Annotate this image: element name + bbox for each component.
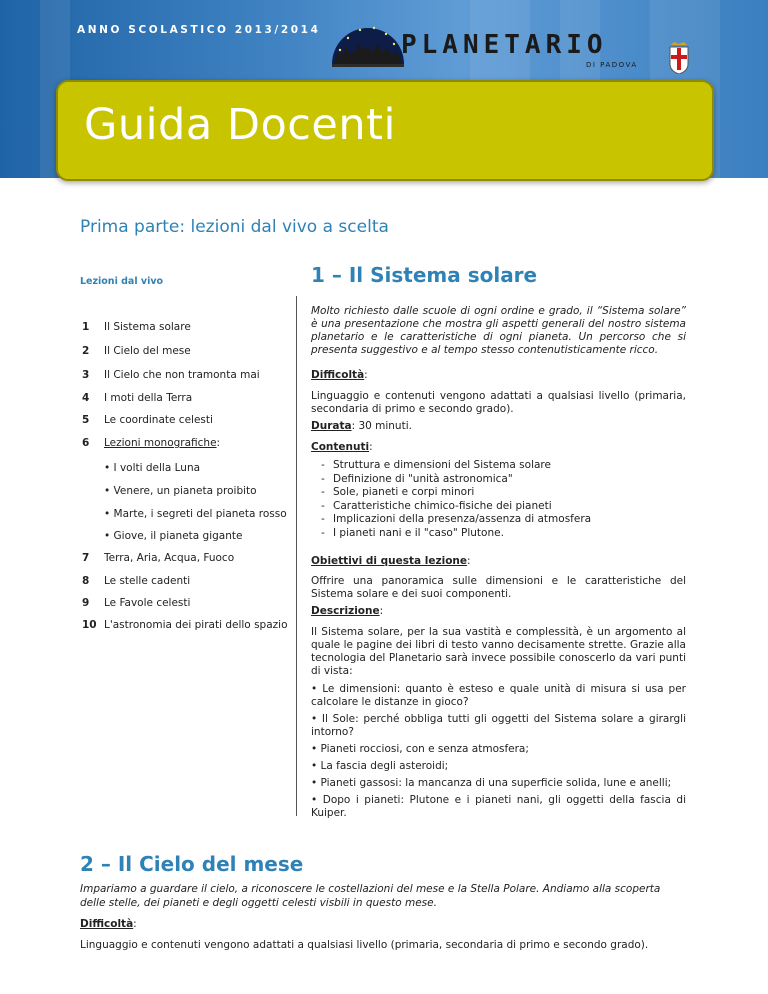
bullet-text: Dopo i pianeti: Plutone e i pianeti nani, gli oggetti della fascia di Kuiper. [311, 794, 686, 819]
duration-line [311, 420, 686, 433]
lesson-number: 8 [82, 575, 90, 587]
planetario-logo [328, 16, 658, 80]
duration-value: : 30 minuti. [351, 420, 412, 432]
section-2-title: 2 – Il Cielo del mese [80, 852, 304, 876]
objectives-label: Obiettivi di questa lezione [311, 555, 468, 567]
bullet-item: • Dopo i pianeti: Plutone e i pianeti nani, gli oggetti della fascia di Kuiper. [311, 794, 686, 819]
lesson-item [82, 597, 190, 609]
city-crest-icon [668, 42, 690, 74]
planetarium-dome-icon [328, 16, 408, 80]
contents-list-wrap [311, 459, 686, 540]
monographic-label: I volti della Luna [113, 462, 201, 474]
lesson-number: 7 [82, 552, 90, 564]
lesson-label: Il Cielo che non tramonta mai [104, 369, 260, 381]
section-1-title: 1 – Il Sistema solare [311, 263, 538, 287]
lesson-item: 6 Lezioni monografiche: [82, 437, 221, 449]
description-text: Il Sistema solare, per la sua vastità e complessità, è un argomento al quale le pagine dei libri di testo vanno decisamente strette. Grazie alla tecnologia del Planetario sarà invece possibile conoscerlo da vari punti di vista: [311, 626, 686, 677]
bullet-item: • Le dimensioni: quanto è esteso e quale unità di misura si usa per calcolare le distanze in gioco? [311, 683, 687, 708]
section-2-intro: Impariamo a guardare il cielo, a riconoscere le costellazioni del mese e la Stella Polare. Andiamo alla scoperta delle stelle, dei pianeti e degli oggetti celesti visbili in questo mese. [80, 883, 661, 909]
lesson-label: L'astronomia dei pirati dello spazio [104, 619, 288, 631]
bullet-item: • Il Sole: perché obbliga tutti gli oggetti del Sistema solare a girargli intorno? [311, 713, 686, 738]
contents-label: Contenuti [311, 441, 370, 453]
objectives-heading: Obiettivi di questa lezione: [311, 555, 471, 567]
lesson-label: Le coordinate celesti [104, 414, 213, 426]
lesson-label: I moti della Terra [104, 392, 193, 404]
section-2-difficulty-text: Linguaggio e contenuti vengono adattati a qualsiasi livello (primaria, secondaria di primo e secondo grado). [80, 939, 649, 951]
lesson-item [82, 575, 190, 587]
lesson-item [82, 321, 191, 333]
page-title: Guida Docenti [84, 100, 396, 150]
difficulty-label: Difficoltà [80, 918, 134, 930]
contents-item: - Implicazioni della presenza/assenza di atmosfera [311, 513, 686, 527]
sidebar-divider [296, 296, 297, 816]
part-title: Prima parte: lezioni dal vivo a scelta [80, 217, 389, 237]
monographic-item: • Venere, un pianeta proibito [104, 485, 257, 497]
bullet-text: Il Sole: perché obbliga tutti gli oggetti del Sistema solare a girargli intorno? [311, 713, 686, 738]
lesson-number: 3 [82, 369, 90, 381]
school-year: ANNO SCOLASTICO 2013/2014 [77, 24, 321, 36]
lesson-number: 10 [82, 619, 97, 631]
title-box [56, 80, 714, 181]
lesson-item [82, 619, 288, 631]
lesson-label: Le stelle cadenti [104, 575, 191, 587]
monographic-label: Giove, il pianeta gigante [113, 530, 243, 542]
section-1-intro: Molto richiesto dalle scuole di ogni ordine e grado, il “Sistema solare” è una presentazione che mostra gli aspetti generali del nostro sistema planetario e le caratteristiche di ogni pianeta. Un percorso che si presenta suggestivo e al tempo stesso contenutisticamente ricco. [311, 305, 686, 356]
description-heading: Descrizione: [311, 605, 384, 617]
bullet-text: Pianeti rocciosi, con e senza atmosfera; [320, 743, 529, 755]
lesson-number: 2 [82, 345, 90, 357]
lesson-number: 1 [82, 321, 90, 333]
contents-item: - I pianeti nani e il "caso" Plutone. [311, 527, 686, 541]
lesson-label: Lezioni monografiche [104, 437, 217, 449]
lesson-item [82, 552, 234, 564]
contents-list [311, 459, 686, 540]
logo-text: PLANETARIO [401, 30, 608, 60]
lesson-item [82, 392, 192, 404]
monographic-item: • Giove, il pianeta gigante [104, 530, 243, 542]
bullet-item: • Pianeti gassosi: la mancanza di una superficie solida, lune e anelli; [311, 777, 672, 789]
lesson-number: 6 [82, 437, 90, 449]
contents-heading: Contenuti: [311, 441, 373, 453]
lesson-label: Il Cielo del mese [104, 345, 191, 357]
description-label: Descrizione [311, 605, 380, 617]
duration-label: Durata [311, 420, 352, 432]
lesson-number: 4 [82, 392, 90, 404]
lesson-number: 5 [82, 414, 90, 426]
lesson-item [82, 414, 213, 426]
logo-subtext: DI PADOVA [586, 61, 638, 69]
description-bullets [311, 683, 686, 824]
difficulty-text: Linguaggio e contenuti vengono adattati a qualsiasi livello (primaria, secondaria di primo e secondo grado). [311, 390, 686, 415]
monographic-item: • I volti della Luna [104, 462, 201, 474]
lesson-item [82, 369, 260, 381]
bullet-item: • La fascia degli asteroidi; [311, 760, 449, 772]
bullet-item: • Pianeti rocciosi, con e senza atmosfera; [311, 743, 529, 755]
sidebar [80, 276, 292, 287]
difficulty-heading: Difficoltà: [311, 369, 368, 381]
lesson-item [82, 345, 191, 357]
monographic-item: • Marte, i segreti del pianeta rosso [104, 508, 287, 520]
bullet-text: La fascia degli asteroidi; [320, 760, 449, 772]
contents-item: - Sole, pianeti e corpi minori [311, 486, 686, 500]
lesson-label: Le Favole celesti [104, 597, 191, 609]
objectives-text: Offrire una panoramica sulle dimensioni e le caratteristiche del Sistema solare e dei suoi componenti. [311, 575, 686, 600]
lesson-number: 9 [82, 597, 90, 609]
sidebar-heading: Lezioni dal vivo [80, 276, 164, 287]
lesson-label: Il Sistema solare [104, 321, 191, 333]
difficulty-label: Difficoltà [311, 369, 365, 381]
monographic-label: Marte, i segreti del pianeta rosso [113, 508, 287, 520]
bullet-text: Pianeti gassosi: la mancanza di una superficie solida, lune e anelli; [320, 777, 672, 789]
lesson-label: Terra, Aria, Acqua, Fuoco [104, 552, 235, 564]
monographic-label: Venere, un pianeta proibito [113, 485, 257, 497]
section-2-difficulty-heading: Difficoltà: [80, 918, 137, 930]
contents-item: - Definizione di "unità astronomica" [311, 473, 686, 487]
contents-item: - Struttura e dimensioni del Sistema solare [311, 459, 686, 473]
contents-item: - Caratteristiche chimico-fisiche dei pianeti [311, 500, 686, 514]
bullet-text: Le dimensioni: quanto è esteso e quale unità di misura si usa per calcolare le distanze in gioco? [311, 683, 687, 708]
